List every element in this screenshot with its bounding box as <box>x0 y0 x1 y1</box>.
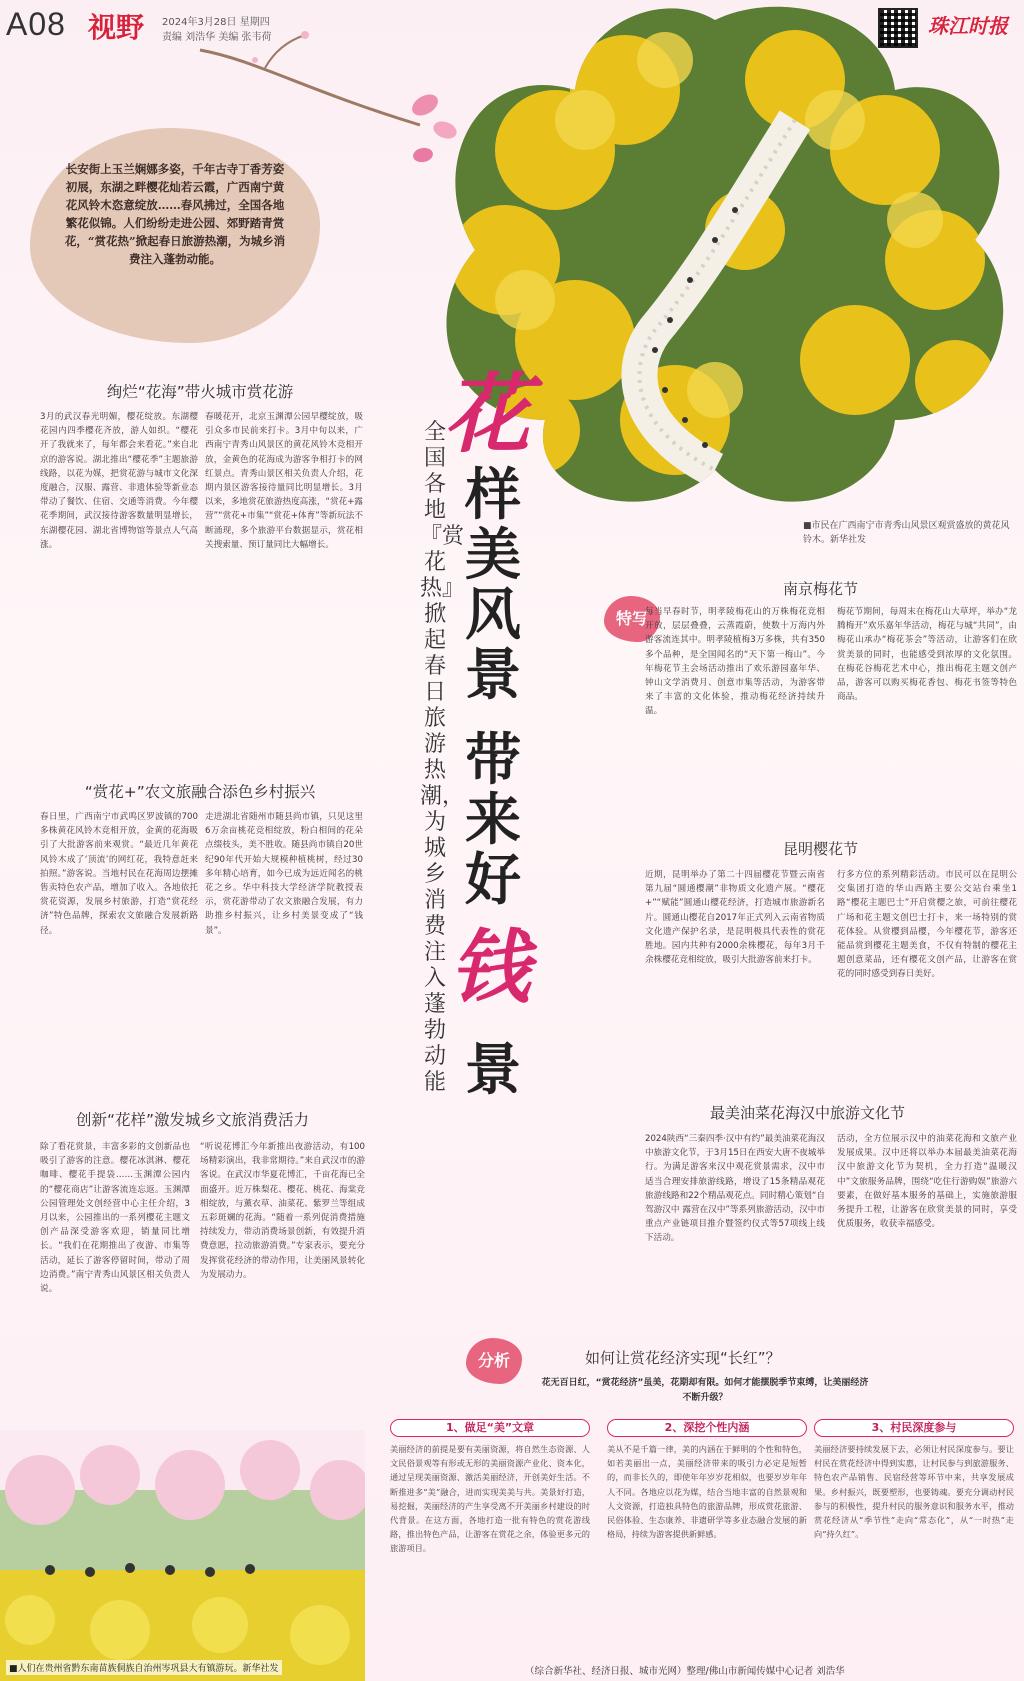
headline-char: 景 <box>465 642 521 708</box>
analysis-tag: 1、做足“美”文章 <box>390 1419 590 1437</box>
blossom-branch-illustration <box>195 20 425 130</box>
editor-credits: 责编 刘浩华 美编 张韦荷 <box>162 32 272 43</box>
analysis-subtitle: 花无百日红，“赏花经济”虽美，花期却有限。如何才能摆脱季节束缚，让美丽经济不断升级？ <box>541 1378 869 1403</box>
headline-char: 花 <box>444 364 530 465</box>
section-title: “赏花+”农文旅融合添色乡村振兴 <box>84 783 316 801</box>
page-number: A08 <box>6 6 66 42</box>
headline-char: 带 <box>465 727 521 793</box>
headline-char: 样 <box>465 462 521 528</box>
section-body: 除了看花赏景，丰富多彩的文创新品也吸引了游客的注意。樱花冰淇淋、樱花咖啡、樱花手提袋……玉渊潭公园内的“樱花商店”让游客流连忘返。玉渊潭公园管理处文创经营中心主任介绍，3月以来，公园推出的一系列樱花主题文创产品深受游客欢迎，销量同比增长。“我们在花期推出了夜游、市集等活动，延长了游客停留时间，带动了周边消费。”南宁青秀山风景区相关负责人说。 <box>40 1142 190 1295</box>
headline-subtitle: 全国各地『赏花热』掀起春日旅游热潮，为城乡消费注入蓬勃动能 <box>420 420 465 1095</box>
headline-char: 美 <box>465 522 521 588</box>
section-body: 3月的武汉春光明媚，樱花绽放。东湖樱花园内四季樱花齐放，游人如织。“樱花开了我就来了，每年都会来看花。”来自北京的游客说。湖北推出“樱花季”主题旅游线路，以花为媒，把赏花游与城市文化深度融合，汉服、露营、非遗体验等新业态带动了餐饮、住宿、交通等消费。今年樱花季期间，武汉接待游客数量明显增长，东湖樱花园、湖北省博物馆等景点人气高涨。 <box>40 412 198 550</box>
headline-char: 风 <box>465 582 521 648</box>
section-name: 视野 <box>88 11 145 44</box>
feature-title: 昆明樱花节 <box>783 840 859 858</box>
feature-body: 活动，全方位展示汉中的油菜花海和文旅产业发展成果。汉中还将以举办本届最美油菜花海汉中旅游文化节为契机，全力打造“温暖汉中”文旅服务品牌，围绕“吃住行游购娱”旅游六要素，在做好基本服务的基础上，实施旅游服务提升工程，让游客在欣赏美景的同时，享受优质服务，收获幸福感受。 <box>837 1134 1017 1230</box>
analysis-body: 美从不是千篇一律，美的内涵在于鲜明的个性和特色，如若美丽出一点，美丽经济带来的吸引力必定是短暂的，而非长久的，即使年年岁岁花相似，也要岁岁年年人不同。各地应以花为媒，结合当地丰富的自然景观和人文资源，打造独具特色的旅游品牌，形成赏花旅游、民俗体验、生态康养、非遗研学等多业态融合发展的新格局，持续为游客提供新鲜感。 <box>607 1444 807 1540</box>
headline-char: 景 <box>465 1037 521 1103</box>
intro-lead: 长安街上玉兰娴娜多姿，千年古寺丁香芳姿初展，东湖之畔樱花灿若云霞，广西南宁黄花风铃木恣意绽放……春风拂过，全国各地繁花似锦。人们纷纷走进公园、郊野踏青赏花，“赏花热”掀起春日旅游热潮，为城乡消费注入蓬勃动能。 <box>64 162 286 266</box>
bottom-photo-rapeseed-field <box>0 1430 365 1681</box>
analysis-title: 如何让赏花经济实现“长红”？ <box>585 1349 781 1367</box>
photo-caption: ■市民在广西南宁市青秀山风景区观赏盛放的黄花风铃木。新华社发 <box>803 521 1010 545</box>
section-body: “听说花博汇今年新推出夜游活动，有100场精彩演出，我非常期待。”来自武汉市的游客说。在武汉市华夏花博汇，千亩花海已全面盛开。近万株梨花、樱花、桃花、海棠竞相绽放，与薰衣草、油菜花、紫罗兰等组成五彩斑斓的花海。“随着一系列促消费措施持续发力，带动消费场景创新，有效提升消费意愿，拉动旅游消费。”专家表示，要充分发挥赏花经济的带动作用，让美丽风景转化为发展动力。 <box>200 1142 365 1280</box>
feature-body: 行多方位的系列精彩活动。市民可以在昆明公交集团打造的华山西路主要公交站台乘坐1路“樱花主题巴士”开启赏樱之旅，可前往樱花广场和花主题文创巴士打卡，来一场特别的赏花体验。从赏樱到品樱，今年樱花节，游客还能品赏到樱花主题美食，不仅有特制的樱花主题创意菜品，还有樱花文创产品，让游客在赏花的同时感受到春日美好。 <box>837 870 1017 980</box>
feature-body: 2024陕西“三秦四季·汉中有约”最美油菜花海汉中旅游文化节，于3月15日在西安大唐不夜城举行。为满足游客来汉中观花赏景需求，汉中市适当合理安排旅游线路，增设了15条精品观花旅游线路和22个精品观花点。同时精心策划“自驾游汉中 露营在汉中”等系列旅游活动，汉中市重点产业链项目推介暨签约仪式等57项线上线下活动。 <box>645 1134 825 1244</box>
feature-badge: 特写 <box>604 596 660 642</box>
issue-date: 2024年3月28日 星期四 <box>162 17 270 28</box>
headline-char: 好 <box>465 847 521 913</box>
feature-title: 南京梅花节 <box>783 580 859 598</box>
headline-char: 来 <box>465 787 521 853</box>
feature-body: 近期，昆明举办了第二十四届樱花节暨云南省第九届“圆通樱潮”非物质文化遗产展。“樱花+”“赋能”圆通山樱花经济，打造城市旅游新名片。圆通山樱花自2017年正式列入云南省物质文化遗产保护名录，是昆明极具代表性的赏花胜地。园内共种有2000余株樱花，每年3月千余株樱花竞相绽放，吸引大批游客前来打卡。 <box>645 870 825 966</box>
section-body: 春暖花开，北京玉渊潭公园早樱绽放，吸引众多市民前来打卡。3月中旬以来，广西南宁青秀山风景区的黄花风铃木竞相开放，金黄色的花海成为游客争相打卡的网红景点。青秀山景区相关负责人介绍，花期内景区游客接待量同比明显增长。3月以来，多地赏花旅游热度高涨，“赏花+露营”“赏花+市集”“赏花+体育”等新玩法不断涌现，多个旅游平台数据显示，赏花相关搜索量、预订量同比大幅增长。 <box>205 412 363 550</box>
feature-body: 梅花节期间，每周末在梅花山大草坪，举办“龙腾梅开”欢乐嘉年华活动，梅花与城“共同”，由梅花山承办“梅花茶会”等活动，让游客们在欣赏美景的同时，也能感受到浓厚的文化氛围。在梅花谷梅花艺术中心，推出梅花主题文创产品，游客可以购买梅花香包、梅花书签等特色商品。 <box>837 607 1017 703</box>
newspaper-logo: 珠江时报 <box>928 14 1008 38</box>
analysis-badge: 分析 <box>466 1338 522 1384</box>
analysis-tag: 2、深挖个性内涵 <box>607 1419 807 1437</box>
analysis-body: 美丽经济要持续发展下去，必须让村民深度参与。要让村民在赏花经济中得到实惠，让村民参与到旅游服务、特色农产品销售、民宿经营等环节中来，共享发展成果。乡村振兴，既要塑形，也要铸魂。要充分调动村民参与的积极性，提升村民的服务意识和服务水平，推动赏花经济从“季节性”走向“常态化”，从“一时热”走向“持久红”。 <box>814 1444 1014 1540</box>
analysis-tag: 3、村民深度参与 <box>814 1419 1014 1437</box>
footer-credit: （综合新华社、经济日报、城市光网）整理/佛山市新闻传媒中心记者 刘浩华 <box>525 1666 845 1677</box>
section-title: 绚烂“花海”带火城市赏花游 <box>106 383 294 401</box>
feature-body: 每当早春时节，明孝陵梅花山的万株梅花竞相开放，层层叠叠，云蒸霞蔚，使数十万海内外游客流连其中。明孝陵植梅3万多株，共有350多个品种，是全国闻名的“天下第一梅山”。今年梅花节主会场活动推出了欢乐游园嘉年华、钟山文学消费月、创意市集等活动，为游客带来了丰富的文化体验，推动梅花经济持续升温。 <box>645 607 825 717</box>
feature-title: 最美油菜花海汉中旅游文化节 <box>710 1104 906 1122</box>
headline-char: 钱 <box>450 920 530 1014</box>
bottom-photo-caption: ■人们在贵州省黔东南苗族侗族自治州岑巩县大有镇游玩。新华社发 <box>6 1660 282 1675</box>
section-title: 创新“花样”激发城乡文旅消费活力 <box>75 1111 310 1129</box>
section-body: 春日里，广西南宁市武鸣区罗波镇的700多株黄花风铃木竞相开放，金黄的花海吸引了大批游客前来观赏。“最近几年黄花风铃木成了‘顶流’的网红花，我特意赶来拍照。”游客说。当地村民在花海周边摆摊售卖特色农产品，增加了收入。各地依托赏花资源，发展乡村旅游，打造“赏花经济”特色品牌，探索农文旅融合发展新路径。 <box>40 812 198 936</box>
section-body: 走进湖北省随州市随县尚市镇，只见这里6万余亩桃花竞相绽放，粉白相间的花朵点缀枝头，美不胜收。随县尚市镇自20世纪90年代开始大规模种植桃树，经过30多年精心培育，如今已成为远近闻名的桃花之乡。华中科技大学经济学院教授表示，赏花游带动了农文旅融合发展，有力助推乡村振兴，让乡村美景变成了“钱景”。 <box>205 812 363 936</box>
analysis-body: 美丽经济的前提是要有美丽资源，将自然生态资源、人文民俗景观等有形或无形的美丽资源产业化、资本化，通过呈现美丽资源、激活美丽经济，开创美好生活。不断推进多“美”融合，进而实现美美与共。美景好打造，易挖掘，美丽经济的产生享受离不开美丽乡村建设的时代背景。在这方面，各地打造一批有特色的赏花游线路，推出特色产品，让游客在赏花之余，体验更多元的旅游项目。 <box>390 1444 590 1554</box>
